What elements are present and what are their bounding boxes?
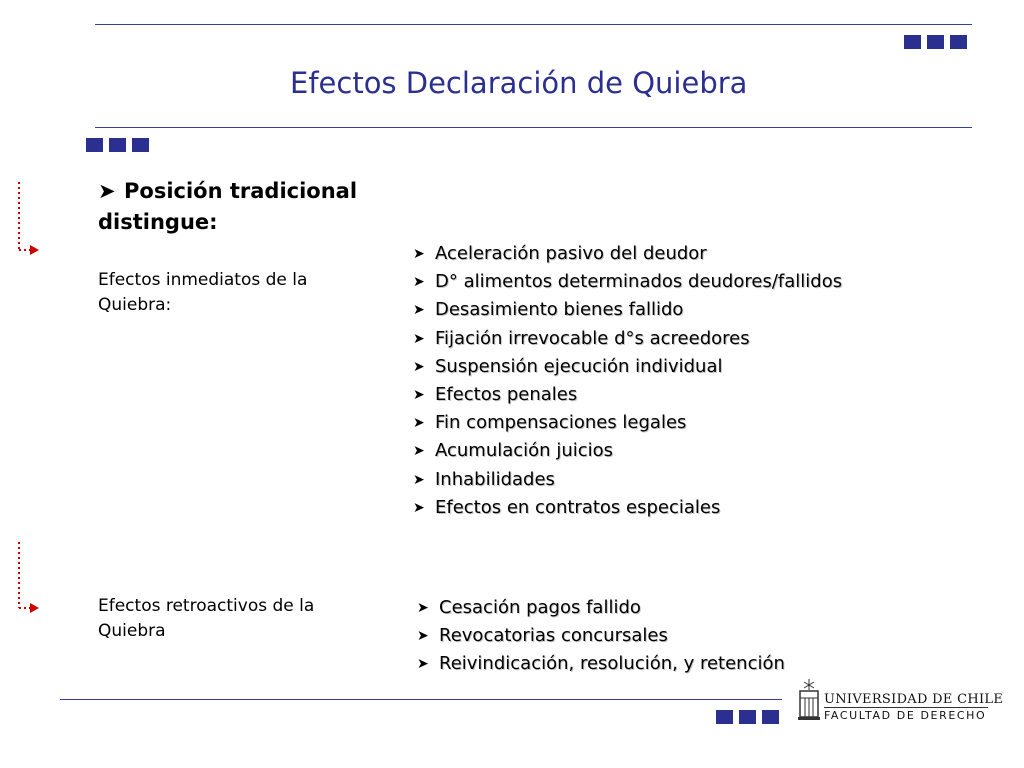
list-item: ➤ Fijación irrevocable d°s acreedores [413,325,842,353]
university-name: UNIVERSIDAD DE CHILE [824,692,1004,707]
list-item: ➤ Revocatorias concursales [417,622,785,650]
list-item: ➤ D° alimentos determinados deudores/fallidos [413,268,842,296]
chevron-right-icon: ➤ [413,246,425,262]
chevron-right-icon: ➤ [98,179,116,203]
decor-square [716,710,733,724]
chevron-right-icon: ➤ [413,471,425,488]
decor-square [927,35,944,49]
chevron-right-icon: ➤ [413,443,425,460]
title-rule [95,127,972,128]
chevron-right-icon: ➤ [417,600,429,616]
chevron-right-icon: ➤ [417,656,429,673]
connector-arrow-icon [12,540,52,620]
left-squares [86,138,149,152]
connector-arrow-icon [12,180,52,260]
decor-square [762,710,779,724]
decor-square [739,710,756,724]
retroactive-effects-list [417,594,785,679]
list-item: ➤ Fin compensaciones legales [413,409,842,437]
list-item: ➤ Efectos en contratos especiales [413,494,842,522]
list-item: ➤ Acumulación juicios [413,437,842,465]
chevron-right-icon: ➤ [413,274,425,291]
bottom-squares [716,710,779,724]
decor-square [109,138,126,152]
immediate-effects-list [413,240,842,522]
list-item: ➤ Inhabilidades [413,466,842,494]
section-heading [98,176,418,238]
slide-title: Efectos Declaración de Quiebra [290,66,748,100]
chevron-right-icon: ➤ [413,415,425,432]
chevron-right-icon: ➤ [413,358,425,375]
list-item: ➤ Efectos penales [413,381,842,409]
heading-text: Posición tradicional distingue: [98,179,358,234]
decor-square [950,35,967,49]
immediate-effects-label: Efectos inmediatos de la Quiebra: [98,270,308,315]
top-rule [95,24,972,25]
chevron-right-icon: ➤ [413,499,425,516]
chevron-right-icon: ➤ [413,387,425,404]
decor-square [904,35,921,49]
chevron-right-icon: ➤ [417,628,429,645]
decor-square [86,138,103,152]
list-item: ➤ Suspensión ejecución individual [413,353,842,381]
list-item: ➤ Aceleración pasivo del deudor [413,240,842,268]
list-item: ➤ Cesación pagos fallido [417,594,785,622]
top-right-squares [904,35,967,49]
bottom-rule [60,699,782,700]
chevron-right-icon: ➤ [413,330,425,347]
university-crest-icon [797,678,821,722]
retroactive-effects-label: Efectos retroactivos de la Quiebra [98,596,315,641]
list-item: ➤ Desasimiento bienes fallido [413,296,842,324]
decor-square [132,138,149,152]
faculty-name: FACULTAD DE DERECHO [824,709,987,722]
list-item: ➤ Reivindicación, resolución, y retención [417,650,785,678]
logo-divider [824,707,988,708]
chevron-right-icon: ➤ [413,302,425,319]
